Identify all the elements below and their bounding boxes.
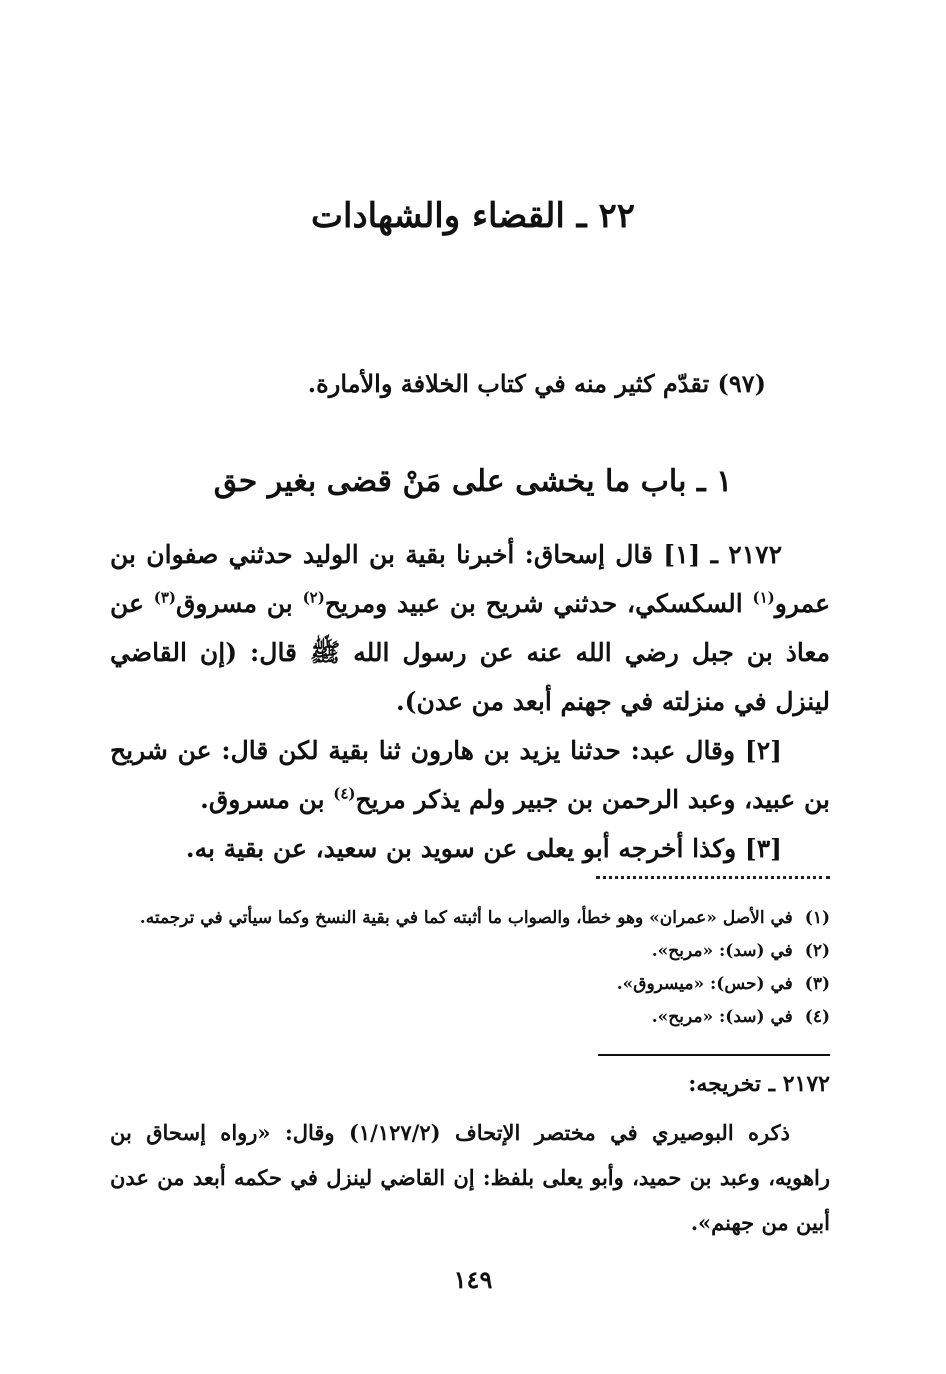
footnote-separator-dots	[596, 876, 830, 881]
hadith-paragraph-3: [٣] وكذا أخرجه أبو يعلى عن سويد بن سعيد، عن بقية به.	[185, 834, 782, 863]
hadith-text: بن مسروق.	[200, 785, 334, 814]
section-heading: ١ ـ باب ما يخشى على مَنْ قضى بغير حق	[213, 464, 733, 499]
takhrij-separator-rule	[598, 1054, 830, 1056]
chapter-title: ٢٢ ـ القضاء والشهادات	[310, 196, 636, 236]
footnote-ref: (١)	[752, 588, 775, 607]
footnote-number: (١)	[804, 908, 830, 928]
hadith-text: عن معاذ بن جبل رضي الله عنه عن رسول الله ﷺ قال: (إن القاضي لينزل في منزلته في جهنم أبعد من عدن).	[110, 589, 830, 716]
footnote-text: في (سد): «مربح».	[651, 1007, 793, 1027]
footnote-item	[110, 1001, 830, 1034]
takhrij-heading: ٢١٧٢ ـ تخريجه:	[688, 1071, 830, 1097]
footnote-item	[110, 968, 830, 1001]
footnotes	[110, 902, 830, 1034]
footnote-item	[110, 935, 830, 968]
footnote-ref: (٢)	[302, 588, 325, 607]
footnote-number: (٣)	[804, 974, 830, 994]
hadith-text: السكسكي، حدثني شريح بن عبيد ومريح	[324, 589, 753, 618]
hadith-paragraph-1	[110, 530, 830, 726]
footnote-item	[110, 902, 830, 935]
footnote-text: في (سد): «مربح».	[651, 941, 793, 961]
takhrij-body	[110, 1110, 830, 1245]
footnote-ref: (٣)	[153, 588, 177, 607]
page-number: ١٤٩	[453, 1265, 493, 1294]
footnote-number: (٢)	[804, 941, 830, 961]
footnote-number: (٤)	[804, 1007, 830, 1027]
hadith-body	[110, 530, 830, 873]
hadith-paragraph-2	[110, 726, 830, 824]
footnote-text: في (حس): «ميسروق».	[616, 974, 793, 994]
hadith-text: ٢١٧٢ ـ [١] قال إسحاق: أخبرنا بقية بن الوليد حدثني صفوان بن عمرو	[110, 540, 831, 618]
hadith-text: [٢] وقال عبد: حدثنا يزيد بن هارون ثنا بقية لكن قال: عن شريح بن عبيد، وعبد الرحمن بن جبير ولم يذكر مريح	[110, 736, 830, 814]
footnote-text: في الأصل «عمران» وهو خطأ، والصواب ما أثبته كما في بقية النسخ وكما سيأتي في ترجمته.	[139, 908, 793, 928]
intro-note: (٩٧) تقدّم كثير منه في كتاب الخلافة والأمارة.	[307, 369, 766, 398]
takhrij-paragraph: ذكره البوصيري في مختصر الإتحاف (١/١٢٧/٢) وقال: «رواه إسحاق بن راهويه، وعبد بن حميد، وأبو يعلى بلفظ: إن القاضي لينزل في حكمه أبعد من عدن أبين من جهنم».	[110, 1120, 830, 1235]
hadith-text: بن مسروق	[176, 589, 303, 618]
footnote-ref: (٤)	[333, 784, 356, 803]
